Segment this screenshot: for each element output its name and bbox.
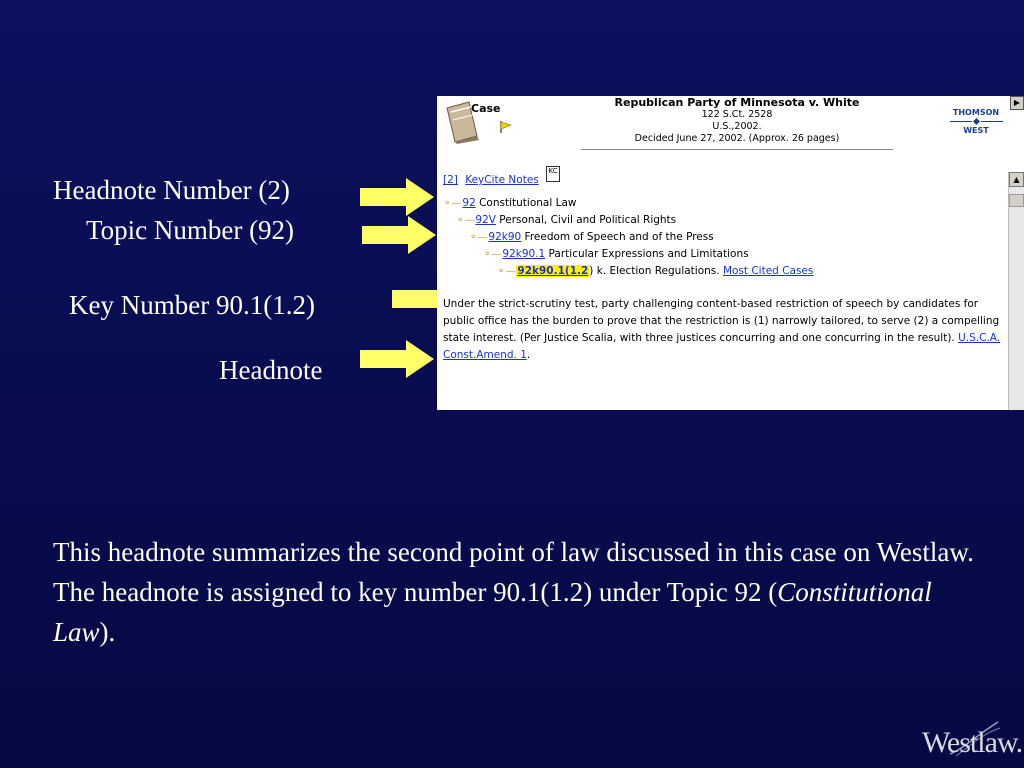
case-title: Republican Party of Minnesota v. White xyxy=(614,96,860,109)
key-icon: ⚬— xyxy=(497,266,516,277)
headnote-text-block xyxy=(443,296,1003,364)
explanation-main: This headnote summarizes the second point of law discussed in this case on Westlaw. The headnote is assigned to key number 90.1(1.2) under Topic 92 ( xyxy=(53,537,974,607)
headnote-number-row xyxy=(443,167,1003,189)
westlaw-logo: Westlaw. xyxy=(922,726,1023,759)
logo-bottom-text: WEST xyxy=(963,126,989,135)
topic-code-link[interactable]: 92V xyxy=(475,214,496,226)
arrow-headnote-number-icon xyxy=(360,178,434,216)
case-screenshot-panel xyxy=(437,96,1024,410)
topic-code-link[interactable]: 92k90.1 xyxy=(502,248,546,260)
logo-top-text: THOMSON xyxy=(952,108,1000,117)
callout-headnote-number: Headnote Number (2) xyxy=(53,175,290,205)
key-number-suffix: ) k. Election Regulations. xyxy=(589,265,723,277)
case-reporter: U.S.,2002. xyxy=(712,121,762,132)
arrow-topic-number-icon xyxy=(362,216,436,254)
most-cited-cases-link[interactable]: Most Cited Cases xyxy=(722,265,814,277)
keycite-notes-link[interactable]: KeyCite Notes xyxy=(465,174,539,186)
callout-topic-number: Topic Number (92) xyxy=(86,215,295,245)
key-icon: ⚬— xyxy=(469,232,488,243)
logo-divider-icon xyxy=(945,119,1007,124)
scroll-up-arrow-icon[interactable]: ▲ xyxy=(1009,172,1024,187)
topic-row xyxy=(443,229,1003,246)
key-icon: ⚬— xyxy=(456,215,475,226)
arrow-headnote-icon xyxy=(360,340,434,378)
explanation-topic-italic: Constitutional Law xyxy=(53,577,932,647)
topic-code-link[interactable]: 92 xyxy=(462,197,476,209)
keycite-icon[interactable]: KC xyxy=(546,166,560,182)
topic-code-link[interactable]: 92k90 xyxy=(488,231,522,243)
case-citation: 122 S.Ct. 2528 xyxy=(701,109,773,120)
scroll-right-arrow-icon[interactable]: ▶ xyxy=(1010,96,1024,110)
key-icon: ⚬— xyxy=(443,198,462,209)
constitution-cite-link[interactable]: U.S.C.A. Const.Amend. 1 xyxy=(443,332,1001,361)
topic-label: Personal, Civil and Political Rights xyxy=(495,214,677,226)
callout-key-number: Key Number 90.1(1.2) xyxy=(69,290,315,320)
topic-row xyxy=(443,195,1003,212)
headnote-text: Under the strict-scrutiny test, party challenging content-based restriction of speech by candidates for public office has the burden to prove that the restriction is (1) narrowly tailored, to serve (2) a compelling state interest. (Per Justice Scalia, with three justices concurring and one concurring in the result). xyxy=(443,298,1000,344)
callout-headnote: Headnote xyxy=(219,355,323,385)
scroll-thumb[interactable] xyxy=(1009,194,1024,207)
case-label: Case xyxy=(471,102,501,115)
vertical-scrollbar[interactable] xyxy=(1008,172,1024,410)
topic-row xyxy=(443,246,1003,263)
key-icon: ⚬— xyxy=(483,249,502,260)
case-header xyxy=(577,96,897,150)
headnote-content xyxy=(443,167,1003,364)
case-decided: Decided June 27, 2002. (Approx. 26 pages) xyxy=(634,133,840,144)
topic-label: Particular Expressions and Limitations xyxy=(545,248,749,260)
explanation-end: ). xyxy=(99,617,116,647)
topic-row xyxy=(443,212,1003,229)
yellow-flag-icon[interactable] xyxy=(499,120,513,134)
key-number-row xyxy=(443,263,1003,280)
explanation-paragraph xyxy=(53,532,993,652)
headnote-number-link[interactable]: [2] xyxy=(443,174,458,186)
topic-label: Constitutional Law xyxy=(475,197,577,209)
topic-label: Freedom of Speech and of the Press xyxy=(521,231,714,243)
thomson-west-logo xyxy=(945,108,1007,135)
header-divider xyxy=(581,149,893,150)
headnote-end: . xyxy=(526,349,531,361)
key-number-link[interactable]: 92k90.1(1.2 xyxy=(517,265,589,277)
